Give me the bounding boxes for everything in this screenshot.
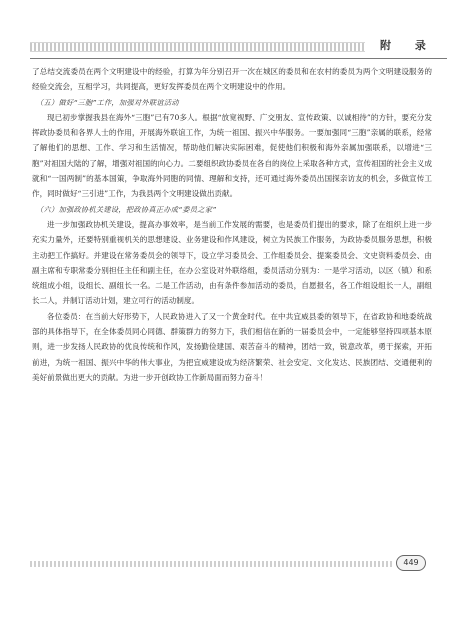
section-heading: （五）做好“三胞”工作，加强对外联谊活动 (36, 97, 179, 107)
paragraph: 各位委员：在当前大好形势下，人民政协进入了又一个黄金时代。在中共宜威县委的领导下，在省政协和地委统战部的具体指导下，在全体委员同心同德、群策群力的努力下，我们相信在新的一届委员会中，一定能够坚持四项基本原则，进一步发扬人民政协的优良传统和作风，发扬勤俭建国、艰苦奋斗的精神，团结一致，锐意改革，勇于探索，开拓前进，为统一祖国、振兴中华的伟大事业，为把宜威建设成为经济繁荣、社会安定、文化发达、民族团结、交通便利的美好前景做出更大的贡献。为进一步开创政协工作新局面而努力奋斗！ (32, 311, 432, 382)
body-text (32, 64, 432, 385)
page-header (0, 0, 475, 70)
header-decorative-stripe (30, 42, 365, 52)
paragraph: 了总结交流委员在两个文明建设中的经验，打算为年分别召开一次在城区的委员和在农村的委员为两个文明建设服务的经验交流会，互相学习，共同提高，更好发挥委员在两个文明建设中的作用。 (32, 67, 432, 92)
running-head: 附 录 (380, 39, 436, 52)
paragraph: 进一步加强政协机关建设，提高办事效率，是当前工作发展的需要，也是委员们提出的要求，除了在组织上进一步充实力量外，还要特别重视机关的思想建设、业务建设和作风建设，树立为民族工作服务，为政协委员服务思想，积极主动把工作搞好。并建设在常务委员会的领导下，设立学习委员会、工作组委员会、提案委员会、文史资料委员会、由副主席和专职常委分别担任主任和副主任，在办公室设对外联络组，委员活动分别为：一是学习活动，以区（镇）和系统组成小组，设组长、副组长一名。二是工作活动，由有条件参加活动的委员，自愿报名，各工作组设组长一人，副组长二人，并制订活动计划，建立可行的活动制度。 (32, 219, 432, 306)
section-heading: （六）加强政协机关建设，把政协真正办成“委员之家” (36, 204, 217, 214)
footer-decorative-stripe (30, 561, 392, 567)
paragraph: 现已初步掌握我县在海外“三胞”已有70多人。根据“放宽视野、广交朋友、宣传政策、以诚相待”的方针，要充分发挥政协委员和各界人士的作用，开展海外联谊工作，为统一祖国、振兴中华服务。一要加强同“三胞”亲属的联系，经常了解他们的思想、工作、学习和生活情况，帮助他们解决实际困难，促使他们积极和海外亲属加强联系，以增进“三胞”对祖国大陆的了解，增强对祖国的向心力。二要组织政协委员在各自的岗位上采取各种方式，宣传祖国的社会主义成就和“一国两制”的基本国策，争取海外同胞的同情、理解和支持，还可通过海外委员出国探亲访友的机会，多做宣传工作，同时做好“三引进”工作，为我县两个文明建设做出贡献。 (32, 112, 432, 199)
header-rule (30, 58, 447, 59)
page-number: 449 (396, 555, 426, 571)
